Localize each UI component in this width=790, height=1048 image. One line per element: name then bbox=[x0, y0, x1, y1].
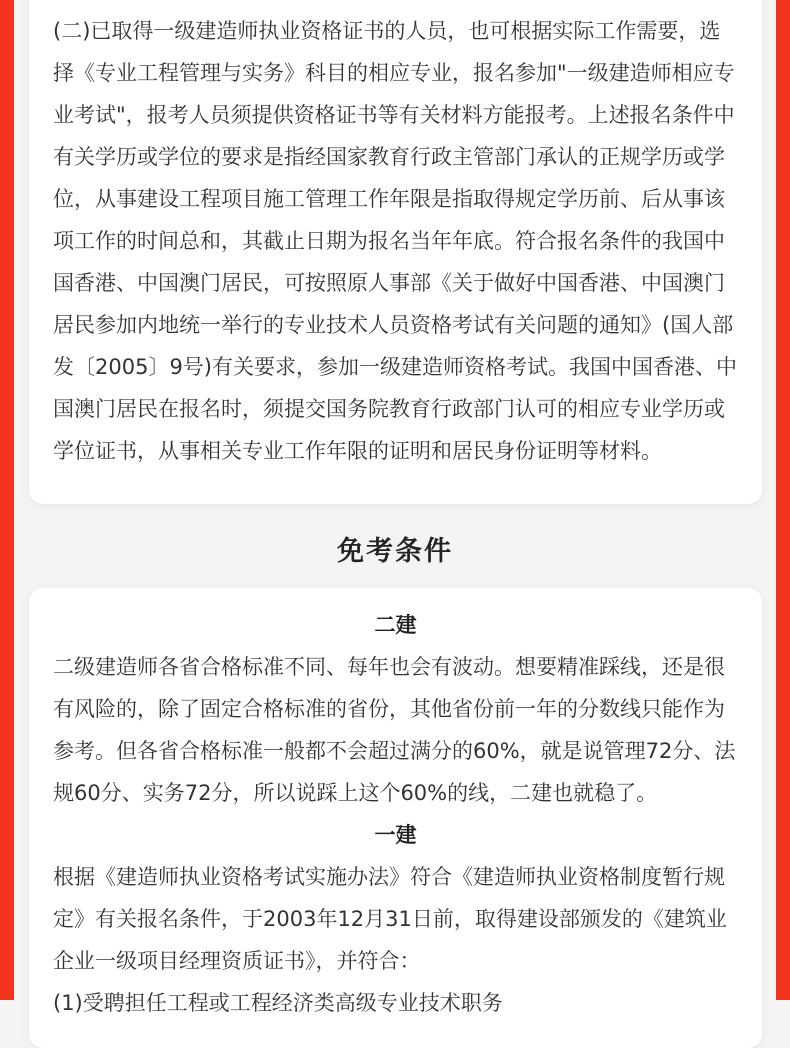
requirements-card bbox=[29, 0, 762, 504]
erjian-subtitle: 二建 bbox=[374, 613, 417, 637]
yijian-paragraph: 根据《建造师执业资格考试实施办法》符合《建造师执业资格制度暂行规定》有关报名条件，于2003年12月31日前，取得建设部颁发的《建筑业企业一级项目经理资质证书》，并符合： bbox=[53, 865, 727, 973]
exemption-section-title: 免考条件 bbox=[337, 536, 453, 567]
erjian-paragraph: 二级建造师各省合格标准不同、每年也会有波动。想要精准踩线，还是很有风险的，除了固定合格标准的省份，其他省份前一年的分数线只能作为参考。但各省合格标准一般都不会超过满分的60%，就是说管理72分、法规60分、实务72分，所以说踩上这个60%的线，二建也就稳了。 bbox=[53, 655, 736, 805]
yijian-item-1: (1)受聘担任工程或工程经济类高级专业技术职务 bbox=[53, 991, 503, 1015]
yijian-subtitle: 一建 bbox=[374, 823, 417, 847]
requirements-paragraph: (二)已取得一级建造师执业资格证书的人员，也可根据实际工作需要，选择《专业工程管理与实务》科目的相应专业，报名参加"一级建造师相应专业考试"，报考人员须提供资格证书等有关材料方能报考。上述报名条件中有关学历或学位的要求是指经国家教育行政主管部门承认的正规学历或学位，从事建设工程项目施工管理工作年限是指取得规定学历前、后从事该项工作的时间总和，其截止日期为报名当年年底。符合报名条件的我国中国香港、中国澳门居民，可按照原人事部《关于做好中国香港、中国澳门居民参加内地统一举行的专业技术人员资格考试有关问题的通知》(国人部发〔2005〕9号)有关要求，参加一级建造师资格考试。我国中国香港、中国澳门居民在报名时，须提交国务院教育行政部门认可的相应专业学历或学位证书，从事相关专业工作年限的证明和居民身份证明等材料。 bbox=[53, 19, 737, 463]
exemption-card bbox=[29, 588, 762, 1048]
